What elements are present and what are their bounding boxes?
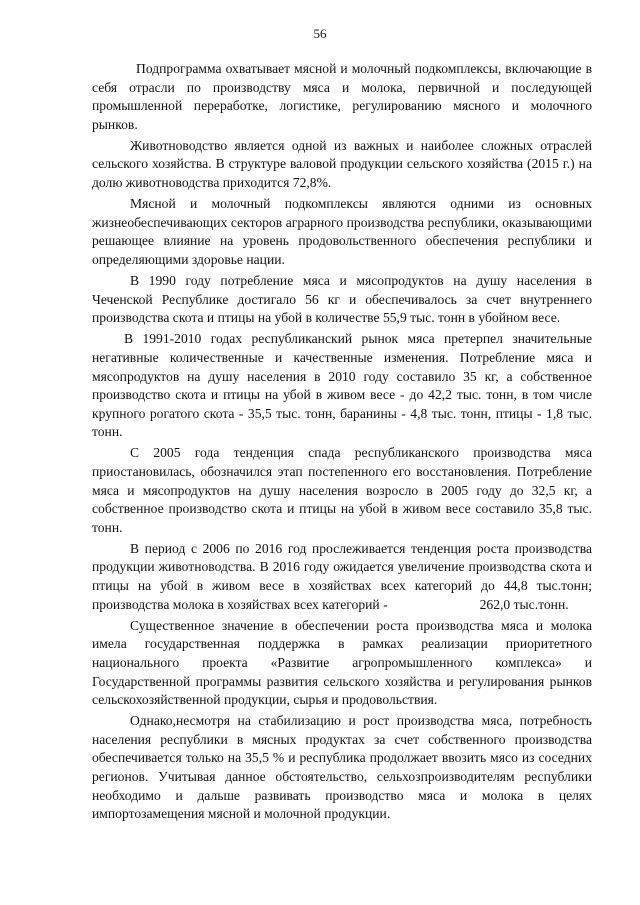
paragraph-1990-consumption: В 1990 году потребление мяса и мясопродуктов на душу населения в Чеченской Республике достигало 56 кг и обеспечивалось за счет внутреннего производства скота и птицы на убой в количестве 55,9 тыс. тонн в убойном весе. [92,273,592,326]
paragraph-2006-2016-growth [92,540,592,614]
document-body [92,60,592,826]
paragraph-1991-2010-decline: В 1991-2010 годах республиканский рынок мяса претерпел значительные негативные количественные и качественные изменения. Потребление мяса и мясопродуктов на душу населения в 2010 году составило 35 кг, а собственное производство скота и птицы на убой в живом весе - до 42,2 тыс. тонн, в том числе крупного рогатого скота - 35,5 тыс. тонн, баранины - 4,8 тыс. тонн, птицы - 1,8 тыс. тонн. [92,331,592,440]
paragraph-import-substitution: Однако,несмотря на стабилизацию и рост производства мяса, потребность населения республики в мясных продуктах за счет собственного производства обеспечивается только на 35,5 % и республика продолжает ввозить мясо из соседних регионов. Учитывая данное обстоятельство, сельхозпроизводителям республики необходимо и дальше развивать производство мяса и молока в целях импортозамещения мясной и молочной продукции. [92,713,592,822]
milk-volume: 262,0 тыс.тонн. [479,596,569,612]
page-number: 56 [313,26,327,41]
paragraph-state-support: Существенное значение в обеспечении роста производства мяса и молока имела государственная поддержка в рамках реализации приоритетного национального проекта «Развитие агропромышленного комплекса» и Государственной программы развития сельского хозяйства и регулирования рынков сельскохозяйственной продукции, сырья и продовольствия. [92,617,592,708]
paragraph-2005-recovery: С 2005 года тенденция спада республиканского производства мяса приостановилась, обозначился этап постепенного его восстановления. Потребление мяса и мясопродуктов на душу населения возросло в 2005 году до 32,5 кг, а собственное производство скота и птицы на убой в живом весе составило 35,8 тыс. тонн. [92,445,592,535]
growth-text: В период с 2006 по 2016 год прослеживается тенденция роста производства продукции животноводства. В 2016 году ожидается увеличение производства скота и птицы на убой в живом весе в хозяйствах всех категорий до 44,8 тыс.тонн; производства молока в хозяйствах всех категорий - [92,540,592,612]
paragraph-subprogram-scope: Подпрограмма охватывает мясной и молочный подкомплексы, включающие в себя отрасли по производству мяса и молока, первичной и последующей промышленной переработке, логистике, регулированию мясного и молочного рынков. [92,61,592,132]
paragraph-subcomplex-role: Мясной и молочный подкомплексы являются одними из основных жизнеобеспечивающих секторов аграрного производства республики, оказывающими решающее влияние на уровень продовольственного обеспечения республики и определяющими здоровье нации. [92,196,592,267]
paragraph-livestock-share: Животноводство является одной из важных и наиболее сложных отраслей сельского хозяйства. В структуре валовой продукции сельского хозяйства (2015 г.) на долю животноводства приходится 72,8%. [92,137,592,191]
